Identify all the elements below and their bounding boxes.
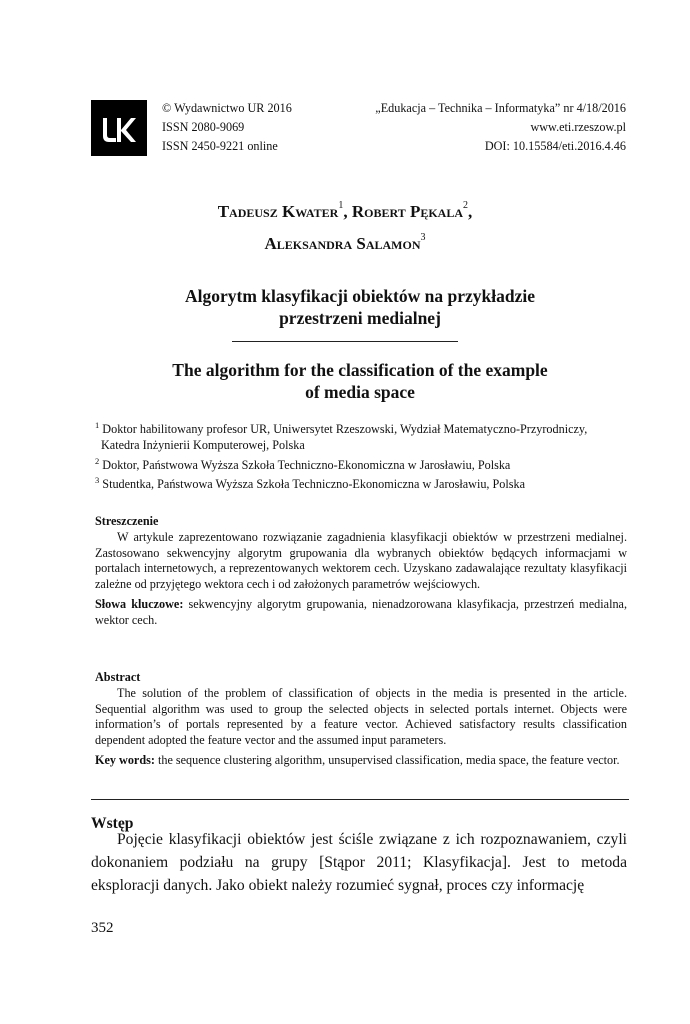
english-keywords <box>95 753 627 769</box>
affiliation-text: Studentka, Państwowa Wyższa Szkoła Techniczno-Ekonomiczna w Jarosławiu, Polska <box>102 477 526 492</box>
intro-paragraph: Pojęcie klasyfikacji obiektów jest ściśle związane z ich rozpoznawaniem, czyli dokonaniem podziału na grupy [Stąpor 2011; Klasyfikacja]. Jest to metoda eksploracji danych. Jako obiekt należy rozumieć sygnał, proces czy informację <box>91 831 627 894</box>
affiliation-item <box>95 473 635 493</box>
title-line: The algorithm for the classification of the example <box>172 360 548 380</box>
affiliation-item-continued <box>95 438 635 454</box>
issn-online: ISSN 2450-9221 online <box>162 139 278 153</box>
affiliation-text: Katedra Inżynierii Komputerowej, Polska <box>101 437 305 452</box>
affiliation-text: Doktor habilitowany profesor UR, Uniwersytet Rzeszowski, Wydział Matematyczno-Przyrodniczy, <box>102 422 588 436</box>
header-publication-info <box>162 99 292 156</box>
section-divider <box>91 799 629 800</box>
keywords-label: Key words: <box>95 752 155 767</box>
keywords-label: Słowa kluczowe: <box>95 596 184 611</box>
title-line: Algorytm klasyfikacji obiektów na przykładzie <box>185 286 535 306</box>
issn-print: ISSN 2080-9069 <box>162 120 245 134</box>
affiliation-text: Doktor, Państwowa Wyższa Szkoła Techniczno-Ekonomiczna w Jarosławiu, Polska <box>102 457 511 472</box>
doi: DOI: 10.15584/eti.2016.4.46 <box>484 139 626 153</box>
title-divider <box>232 341 458 342</box>
journal-name: „Edukacja – Technika – Informatyka” nr 4/18/2016 <box>375 101 626 115</box>
publisher-logo <box>91 100 147 156</box>
affiliation-mark: 1 <box>95 420 100 430</box>
author-separator: , <box>343 202 352 221</box>
streszczenie-section <box>95 514 627 629</box>
header-journal-info <box>375 99 626 156</box>
author-affiliation-mark: 2 <box>463 200 469 211</box>
author-affiliation-mark: 3 <box>420 232 426 243</box>
abstract-text: The solution of the problem of classification of objects in the media is presented in the article. Sequential algorithm was used to group the selected objects in selected portals internet. Objects were information’s of portals represented by a feature vector. Achieved satisfactory results classification dependent adopted the feature vector and the assumed input parameters. <box>95 685 627 748</box>
journal-website: www.eti.rzeszow.pl <box>530 120 626 134</box>
title-polish <box>60 285 660 329</box>
keywords-text: sekwencyjny algorytm grupowania, nienadzorowana klasyfikacja, przestrzeń medialna, wektor cech. <box>95 596 628 627</box>
affiliations <box>95 418 635 493</box>
affiliation-item <box>95 454 635 474</box>
author-affiliation-mark: 1 <box>338 200 344 211</box>
abstract-section <box>95 670 627 769</box>
page-number: 352 <box>91 920 114 936</box>
intro-section <box>91 828 627 897</box>
abstract-heading: Abstract <box>95 670 141 684</box>
intro-heading: Wstęp <box>91 815 134 832</box>
publisher-copyright: © Wydawnictwo UR 2016 <box>162 101 292 115</box>
affiliation-item <box>95 418 635 438</box>
affiliation-mark: 3 <box>95 475 100 486</box>
title-line: of media space <box>305 382 415 402</box>
polish-keywords <box>95 597 627 629</box>
title-line: przestrzeni medialnej <box>279 308 441 328</box>
affiliation-mark: 2 <box>95 455 100 466</box>
streszczenie-text: W artykule zaprezentowano rozwiązanie zagadnienia klasyfikacji obiektów w przestrzeni medialnej. Zastosowano sekwencyjny algorytm grupowania dla wybranych obiektów będących informacjami w portalach internetowych, a reprezentowanych wektorem cech. Uzyskano zadawalające rezultaty klasyfikacji zależne od przyjętego wektora cech i od założonych parametrów wejściowych. <box>95 529 627 592</box>
title-english <box>60 359 660 403</box>
author-name: Aleksandra Salamon <box>264 234 421 253</box>
streszczenie-heading: Streszczenie <box>95 514 159 528</box>
author-name: Robert Pękala <box>351 202 464 221</box>
author-name: Tadeusz Kwater <box>217 202 339 221</box>
author-list <box>0 193 690 257</box>
author-separator: , <box>468 202 473 221</box>
keywords-text: the sequence clustering algorithm, unsupervised classification, media space, the feature vector. <box>154 752 620 767</box>
